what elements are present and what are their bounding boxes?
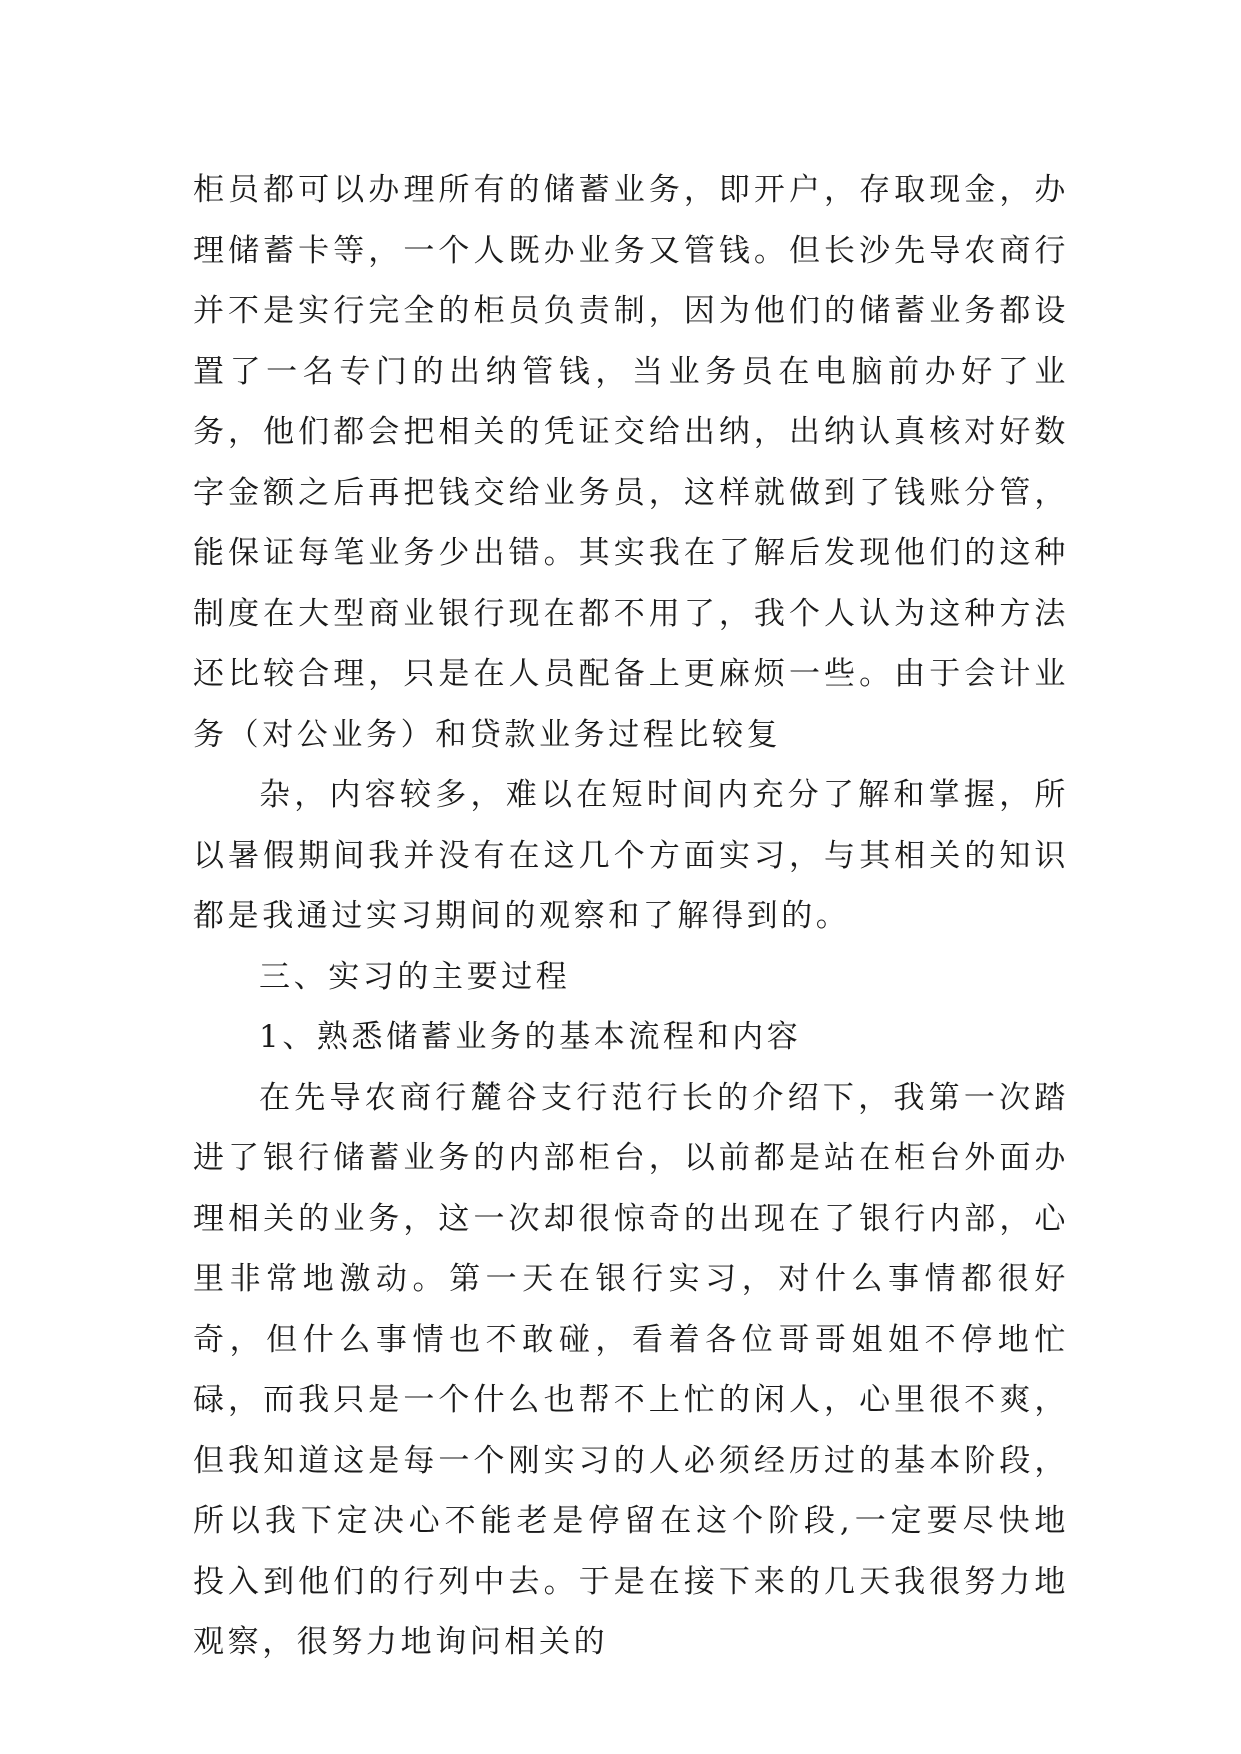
subsection-heading-savings-flow: 1、熟悉储蓄业务的基本流程和内容 xyxy=(259,1019,802,1055)
section-heading-main-process: 三、实习的主要过程 xyxy=(259,958,571,995)
paragraph-complex-business: 杂，内容较多，难以在短时间内充分了解和掌握，所以暑假期间我并没有在这几个方面实习，与其相关的知识都是我通过实习期间的观察和了解得到的。 xyxy=(193,777,1069,934)
document-body xyxy=(193,160,1069,1673)
paragraph-savings-business: 柜员都可以办理所有的储蓄业务，即开户，存取现金，办理储蓄卡等，一个人既办业务又管钱。但长沙先导农商行并不是实行完全的柜员负责制，因为他们的储蓄业务都设置了一名专门的出纳管钱，当业务员在电脑前办好了业务，他们都会把相关的凭证交给出纳，出纳认真核对好数字金额之后再把钱交给业务员，这样就做到了钱账分管，能保证每笔业务少出错。其实我在了解后发现他们的这种制度在大型商业银行现在都不用了，我个人认为这种方法还比较合理，只是在人员配备上更麻烦一些。由于会计业务（对公业务）和贷款业务过程比较复 xyxy=(193,172,1069,753)
paragraph-first-day-internship: 在先导农商行麓谷支行范行长的介绍下，我第一次踏进了银行储蓄业务的内部柜台，以前都是站在柜台外面办理相关的业务，这一次却很惊奇的出现在了银行内部，心里非常地激动。第一天在银行实习，对什么事情都很好奇，但什么事情也不敢碰，看着各位哥哥姐姐不停地忙碌，而我只是一个什么也帮不上忙的闲人，心里很不爽，但我知道这是每一个刚实习的人必须经历过的基本阶段，所以我下定决心不能老是停留在这个阶段,一定要尽快地投入到他们的行列中去。于是在接下来的几天我很努力地观察，很努力地询问相关的 xyxy=(193,1079,1069,1660)
